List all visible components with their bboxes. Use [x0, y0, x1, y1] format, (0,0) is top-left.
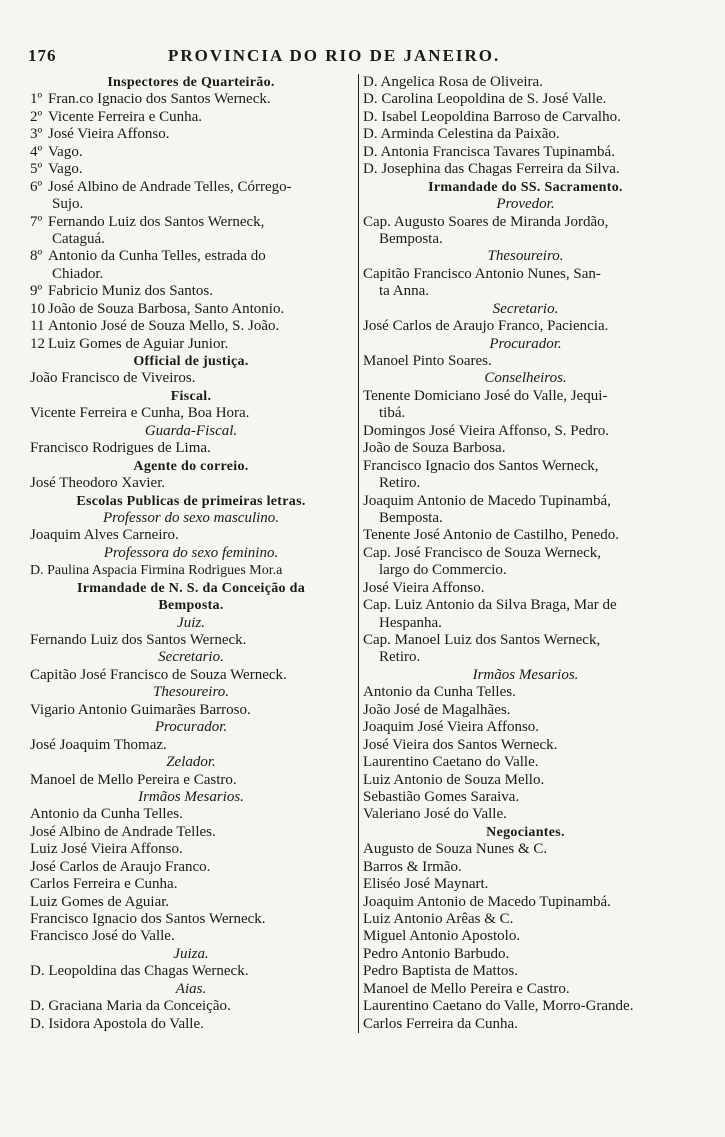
mesario-entry: José Vieira dos Santos Werneck. [363, 736, 558, 753]
entry: José Joaquim Thomaz. [30, 736, 167, 753]
conselheiro-entry: José Vieira Affonso. [363, 579, 485, 596]
negociante-entry: Carlos Ferreira da Cunha. [363, 1015, 518, 1032]
role-heading: Secretario. [492, 300, 559, 317]
entry: Capitão José Francisco de Souza Werneck. [30, 666, 287, 683]
role-heading: Professor do sexo masculino. [102, 509, 280, 526]
entry: D. Leopoldina das Chagas Werneck. [30, 963, 249, 980]
mesario-entry: Carlos Ferreira e Cunha. [30, 876, 178, 893]
conselheiro-entry: Cap. José Francisco de Souza Werneck, [363, 544, 602, 561]
entry: José Theodoro Xavier. [30, 475, 166, 492]
section-heading: Bemposta. [158, 598, 224, 614]
negociante-entry: Joaquim Antonio de Macedo Tupinambá. [363, 893, 611, 910]
entry-text: Chiador. [52, 265, 104, 282]
negociante-entry: Augusto de Souza Nunes & C. [363, 841, 548, 858]
mesario-entry: Luiz Gomes de Aguiar. [30, 893, 170, 910]
entry: João Francisco de Viveiros. [30, 370, 196, 387]
entry-text: Fran.co Ignacio dos Santos Werneck. [48, 91, 271, 108]
entry-number: 8º [30, 248, 43, 265]
inspector-entry [30, 109, 352, 126]
aias-list [30, 998, 352, 1033]
section-heading: Negociantes. [486, 824, 565, 840]
member-entry: D. Carolina Leopoldina de S. José Valle. [363, 91, 607, 108]
member-entry: D. Angelica Rosa de Oliveira. [363, 74, 543, 90]
mesario-entry: João José de Magalhães. [363, 701, 511, 718]
role-heading: Irmãos Mesarios. [472, 666, 579, 683]
page-number: 176 [28, 46, 57, 65]
entry-text: Luiz Gomes de Aguiar Junior. [48, 335, 229, 352]
negociante-entry: Manoel de Mello Pereira e Castro. [363, 980, 570, 997]
mesario-entry: Francisco José do Valle. [30, 928, 175, 945]
role-heading: Procurador. [154, 719, 228, 736]
role-heading: Thesoureiro. [487, 248, 564, 265]
inspector-entry [30, 336, 352, 353]
conselheiro-entry: Tenente José Antonio de Castilho, Penedo. [363, 527, 619, 544]
entry-text: Vago. [48, 143, 83, 160]
entry-text: Fabricio Muniz dos Santos. [48, 283, 213, 300]
inspector-entry [30, 301, 352, 318]
section-heading: Inspectores de Quarteirão. [107, 75, 275, 90]
entry: Vicente Ferreira e Cunha, Boa Hora. [30, 405, 250, 422]
inspector-entry [30, 283, 352, 300]
role-heading: Juiza. [173, 945, 209, 962]
conselheiro-entry: Cap. Luiz Antonio da Silva Braga, Mar de [363, 597, 617, 614]
negociante-entry: Eliséo José Maynart. [363, 876, 489, 893]
member-entry: D. Antonia Francisca Tavares Tupinambá. [363, 143, 615, 160]
role-heading: Professora do sexo feminino. [103, 544, 279, 561]
entry: Vigario Antonio Guimarães Barroso. [30, 701, 251, 718]
mesario-entry: Sebastião Gomes Saraiva. [363, 788, 520, 805]
entry-text: José Vieira Affonso. [48, 126, 170, 143]
mesarios-list [30, 806, 352, 946]
entry: Bemposta. [379, 230, 443, 247]
section-heading: Official de justiça. [133, 354, 249, 369]
inspector-entry [30, 161, 352, 178]
entry-number: 7º [30, 213, 43, 230]
entry-text: João de Souza Barbosa, Santo Antonio. [48, 300, 285, 317]
inspector-entry [30, 144, 352, 161]
role-heading: Procurador. [489, 335, 562, 352]
mesario-entry: Laurentino Caetano do Valle. [363, 754, 539, 771]
entry-number: 1º [30, 91, 43, 108]
role-heading: Provedor. [496, 196, 555, 213]
inspector-entry [30, 214, 352, 231]
mesario-entry: Luiz José Vieira Affonso. [30, 841, 183, 858]
mesario-entry: Antonio da Cunha Telles. [363, 684, 516, 701]
mesario-entry: José Carlos de Araujo Franco. [30, 858, 211, 875]
member-entry: D. Arminda Celestina da Paixão. [363, 126, 560, 143]
entry-text: Vicente Ferreira e Cunha. [48, 108, 203, 125]
conselheiro-entry: Cap. Manoel Luiz dos Santos Werneck, [363, 632, 601, 648]
mesario-entry: Joaquim José Vieira Affonso. [363, 719, 540, 736]
inspector-entry [30, 248, 352, 265]
entry: Francisco Rodrigues de Lima. [30, 440, 211, 457]
left-column [30, 74, 352, 1033]
role-heading: Guarda-Fiscal. [144, 422, 238, 439]
inspector-entry [30, 196, 352, 213]
entry: D. Paulina Aspacia Firmina Rodrigues Mor.a [30, 563, 283, 579]
inspector-entry [30, 318, 352, 335]
mesario-entry: Antonio da Cunha Telles. [30, 806, 183, 823]
conselheiro-entry: Bemposta. [379, 509, 443, 526]
inspectores-list [30, 91, 352, 353]
negociante-entry: Luiz Antonio Arêas & C. [363, 911, 514, 927]
entry-number: 4º [30, 143, 43, 160]
inspector-entry [30, 179, 352, 196]
aia-entry: D. Graciana Maria da Conceição. [30, 998, 231, 1015]
right-column [358, 74, 688, 1033]
entry: Cap. Augusto Soares de Miranda Jordão, [363, 213, 609, 230]
entry: Manoel Pinto Soares. [363, 353, 492, 369]
negociante-entry: Pedro Baptista de Mattos. [363, 963, 518, 980]
entry-number: 5º [30, 161, 43, 178]
entry-number: 9º [30, 283, 43, 300]
entry-text: Fernando Luiz dos Santos Werneck, [48, 213, 265, 230]
entry-text: Antonio da Cunha Telles, estrada do [48, 248, 266, 265]
entry-text: Antonio José de Souza Mello, S. João. [48, 318, 280, 335]
role-heading: Conselheiros. [484, 370, 567, 387]
section-heading: Fiscal. [170, 388, 212, 404]
entry: Capitão Francisco Antonio Nunes, San- [363, 265, 601, 282]
conselheiro-entry: João de Souza Barbosa. [363, 440, 506, 457]
inspector-entry [30, 266, 352, 283]
negociante-entry: Pedro Antonio Barbudo. [363, 945, 510, 962]
role-heading: Zelador. [166, 754, 216, 771]
entry-number: 12 [30, 335, 45, 352]
mesario-entry: Francisco Ignacio dos Santos Werneck. [30, 911, 266, 927]
section-heading: Irmandade de N. S. da Conceição da [77, 580, 305, 596]
entry-number: 2º [30, 108, 43, 125]
conselheiros-list [363, 388, 688, 667]
running-head: PROVINCIA DO RIO DE JANEIRO. [168, 46, 501, 65]
entry-text: Cataguá. [52, 230, 105, 247]
conselheiro-entry: largo do Commercio. [379, 562, 507, 579]
entry-number: 11 [30, 318, 45, 335]
mesario-entry: José Albino de Andrade Telles. [30, 823, 216, 840]
conselheiro-entry: Domingos José Vieira Affonso, S. Pedro. [363, 422, 610, 439]
inspector-entry [30, 126, 352, 143]
negociante-entry: Laurentino Caetano do Valle, Morro-Grande. [363, 998, 634, 1015]
conselheiro-entry: Tenente Domiciano José do Valle, Jequi- [363, 387, 608, 404]
inspector-entry [30, 231, 352, 248]
entry-text: José Albino de Andrade Telles, Córrego- [48, 178, 292, 195]
mesario-entry: Luiz Antonio de Souza Mello. [363, 771, 545, 788]
entry: Joaquim Alves Carneiro. [30, 527, 179, 544]
page-header [28, 46, 678, 68]
conselheiro-entry: Francisco Ignacio dos Santos Werneck, [363, 457, 599, 474]
negociante-entry: Barros & Irmão. [363, 858, 462, 875]
ladies-list [363, 74, 688, 179]
mesario-entry: Valeriano José do Valle. [363, 806, 507, 823]
entry: Fernando Luiz dos Santos Werneck. [30, 632, 247, 648]
entry-number: 6º [30, 178, 43, 195]
entry-text: Sujo. [52, 196, 84, 213]
entry: José Carlos de Araujo Franco, Paciencia. [363, 318, 609, 335]
conselheiro-entry: Hespanha. [379, 614, 442, 631]
conselheiro-entry: Joaquim Antonio de Macedo Tupinambá, [363, 492, 611, 509]
member-entry: D. Isabel Leopoldina Barroso de Carvalho. [363, 108, 621, 125]
entry-number: 3º [30, 126, 43, 143]
section-heading: Irmandade do SS. Sacramento. [428, 179, 623, 195]
negociantes-list [363, 841, 688, 1033]
member-entry: D. Josephina das Chagas Ferreira da Silva. [363, 161, 620, 178]
negociante-entry: Miguel Antonio Apostolo. [363, 928, 521, 945]
entry-text: Vago. [48, 161, 83, 178]
mesarios-list [363, 684, 688, 824]
conselheiro-entry: tibá. [379, 405, 406, 422]
section-heading: Escolas Publicas de primeiras letras. [76, 493, 306, 509]
entry: Manoel de Mello Pereira e Castro. [30, 771, 237, 788]
role-heading: Aias. [175, 980, 207, 997]
entry: ta Anna. [379, 283, 429, 300]
role-heading: Irmãos Mesarios. [138, 788, 244, 805]
inspector-entry [30, 91, 352, 108]
aia-entry: D. Isidora Apostola do Valle. [30, 1015, 204, 1032]
conselheiro-entry: Retiro. [379, 649, 421, 666]
role-heading: Juiz. [177, 614, 205, 631]
role-heading: Thesoureiro. [153, 684, 229, 701]
section-heading: Agente do correio. [133, 458, 249, 474]
role-heading: Secretario. [158, 649, 224, 666]
conselheiro-entry: Retiro. [379, 475, 421, 492]
entry-number: 10 [30, 300, 45, 317]
